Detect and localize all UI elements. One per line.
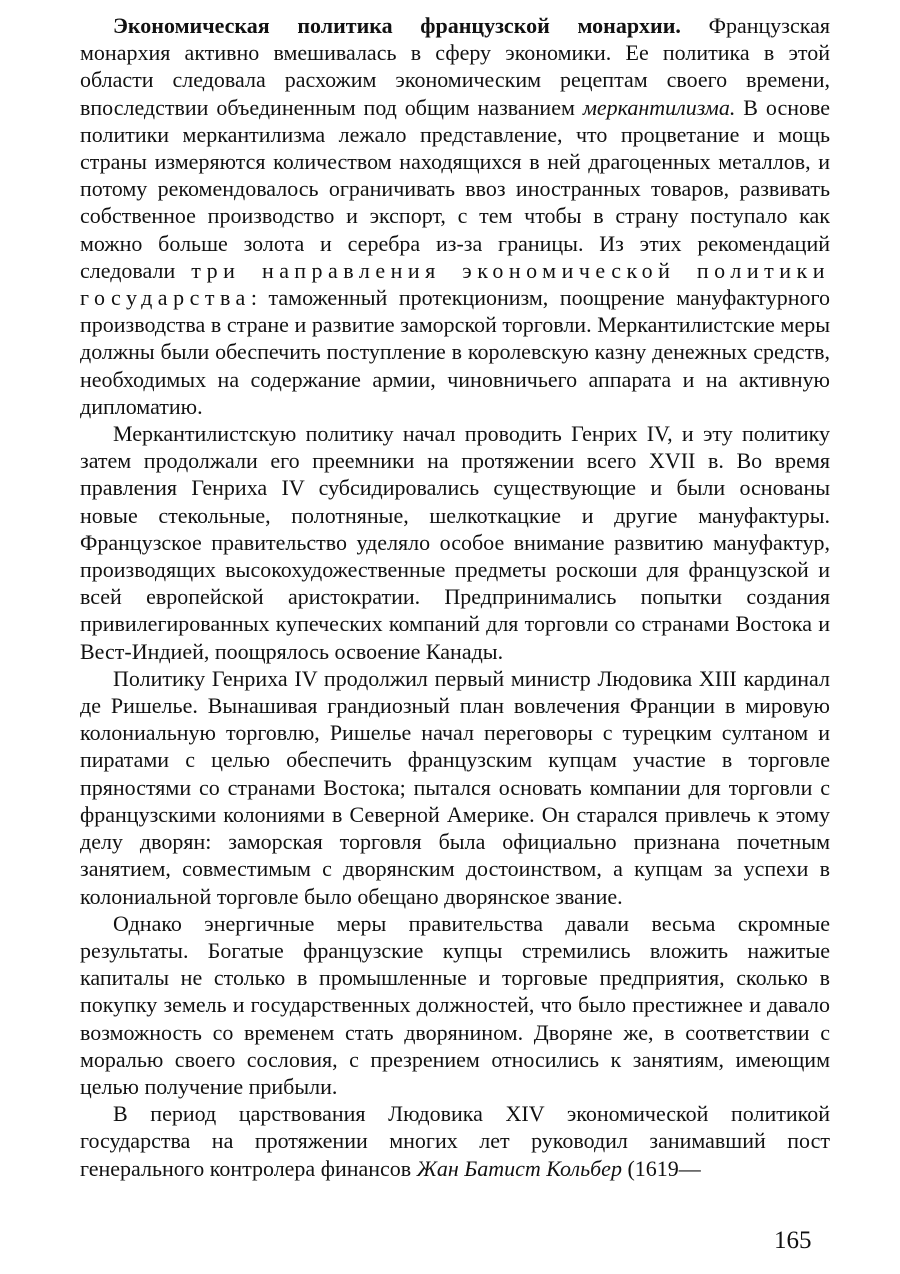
page-number: 165: [774, 1227, 812, 1254]
text-run: Французская монархия активно вмешивалась в сферу экономики. Ее политика в этой области следовала расхожим экономическим рецептам своего времени, впоследствии объединенным под общим названием: [80, 13, 830, 120]
text-run: В основе политики меркантилизма лежало представление, что процветание и мощь страны измеряются количеством находящихся в ней драгоценных металлов, и потому рекомендовалось ограничивать ввоз иностранных товаров, развивать собственное производство и экспорт, с тем чтобы в страну поступало как можно больше золота и серебра из-за границы. Из этих рекомендаций следовали: [80, 94, 830, 283]
term-mercantilism: меркантилизма.: [582, 94, 736, 120]
text-run: В период царствования Людовика XIV экономической политикой государства на протяжении многих лет руководил занимавший пост генерального контролера финансов: [80, 1101, 830, 1181]
text-run: Меркантилистскую политику начал проводить Генрих IV, и эту политику затем продолжали его преемники на протяжении всего XVII в. Во время правления Генриха IV субсидировались существующие и были основаны новые стекольные, полотняные, шелкоткацкие и другие мануфактуры. Французское правительство уделяло особое внимание развитию мануфактур, производящих высокохудожественные предметы роскоши для французской и всей европейской аристократии. Предпринимались попытки создания привилегированных купеческих компаний для торговли со странами Востока и Вест-Индией, поощрялось освоение Канады.: [80, 421, 830, 664]
paragraph-colbert: [80, 1100, 830, 1182]
spaced-emphasis: три направления экономической политики государства: [80, 257, 830, 311]
paragraph-richelieu: [80, 665, 830, 910]
text-run: Политику Генриха IV продолжил первый министр Людовика XIII кардинал де Ришелье. Вынашивая грандиозный план вовлечения Франции в мировую колониальную торговлю, Ришелье начал переговоры с турецким султаном и пиратами с целью обеспечить французским купцам участие в торговле пряностями со странами Востока; пытался основать компании для торговли с французскими колониями в Северной Америке. Он старался привлечь к этому делу дворян: заморская торговля была официально признана почетным занятием, совместимым с дворянским достоинством, а купцам за успехи в колониальной торговле было обещано дворянское звание.: [80, 665, 830, 909]
text-run: (1619—: [621, 1155, 701, 1181]
person-name: Жан Батист Кольбер: [416, 1155, 622, 1181]
text-run: : таможенный протекционизм, поощрение мануфактурного производства в стране и развитие заморской торговли. Меркантилистские меры должны были обеспечить поступление в королевскую казну денежных средств, необходимых на содержание армии, чиновничьего аппарата и на активную дипломатию.: [80, 285, 830, 419]
section-heading: Экономическая политика французской монархии.: [113, 13, 681, 38]
book-page: [80, 12, 830, 1182]
text-run: Однако энергичные меры правительства давали весьма скромные результаты. Богатые французские купцы стремились вложить нажитые капиталы не столько в промышленные и торговые предприятия, сколько в покупку земель и государственных должностей, что было престижнее и давало возможность со временем стать дворянином. Дворяне же, в соответствии с моралью своего сословия, с презрением относились к занятиям, имеющим целью получение прибыли.: [80, 910, 830, 1099]
paragraph-mercantilism: [80, 12, 830, 420]
paragraph-henry-iv: [80, 420, 830, 665]
paragraph-results: [80, 910, 830, 1100]
